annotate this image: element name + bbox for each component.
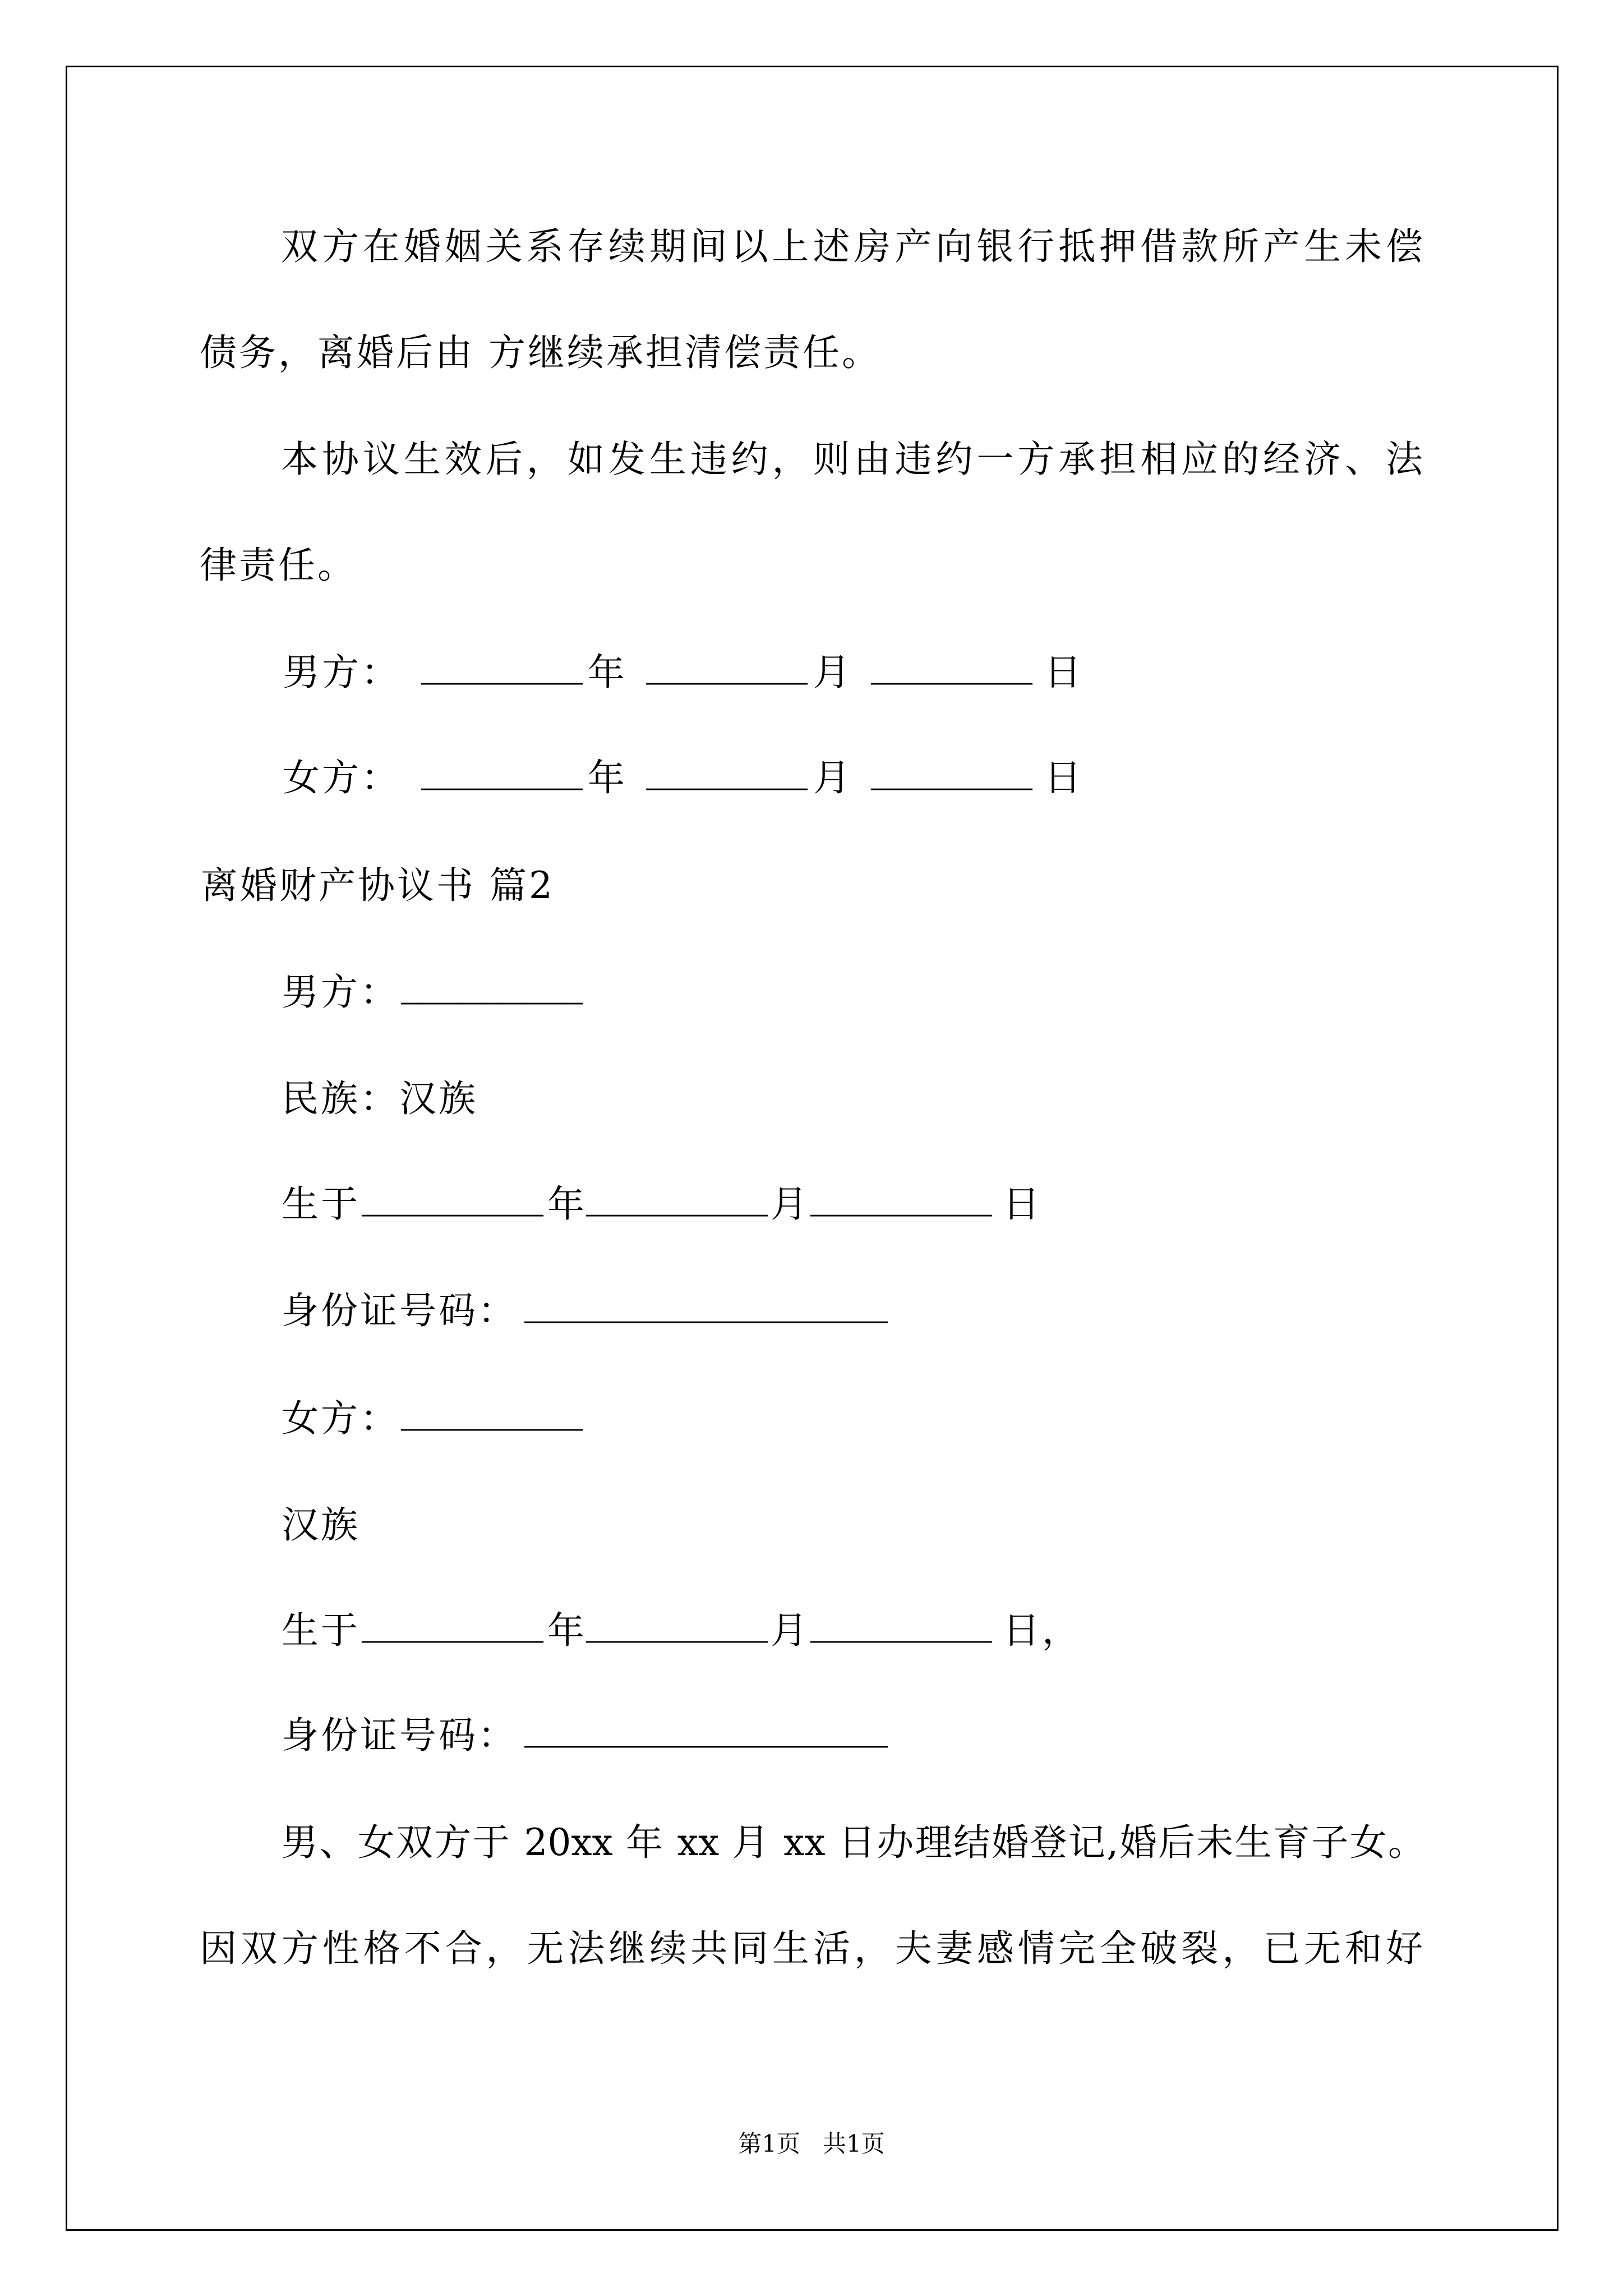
- signature-female-month-blank[interactable]: ________: [646, 759, 808, 797]
- signature-male-row: [0, 651, 1623, 694]
- female-party-ethnicity: 汉族: [282, 1503, 360, 1547]
- paragraph-breach-line-1: 本协议生效后，如发生违约，则由违约一方承担相应的经济、法: [281, 438, 1425, 481]
- paragraph-debt-line-2: 债务，离婚后由 方继续承担清偿责任。: [200, 331, 881, 374]
- female-party-month-label: 月: [771, 1609, 810, 1652]
- signature-male-day-label: 日: [1044, 651, 1083, 694]
- male-party-born-label: 生于: [282, 1182, 360, 1226]
- female-party-year-blank[interactable]: _________: [362, 1612, 544, 1650]
- signature-female-month-label: 月: [813, 756, 852, 799]
- female-party-id-row: [0, 1714, 1623, 1757]
- signature-female-day-label: 日: [1044, 756, 1083, 799]
- signature-male-month-blank[interactable]: ________: [646, 654, 808, 692]
- male-party-name-blank[interactable]: _________: [401, 973, 583, 1011]
- signature-female-row: [0, 757, 1623, 799]
- female-party-id-blank[interactable]: __________________: [524, 1717, 888, 1755]
- section-heading: 离婚财产协议书 篇2: [201, 864, 555, 907]
- signature-male-month-label: 月: [813, 651, 852, 694]
- female-party-born-label: 生于: [282, 1609, 360, 1652]
- signature-female-day-blank[interactable]: ________: [871, 759, 1033, 797]
- male-party-day-blank[interactable]: _________: [810, 1185, 993, 1223]
- female-party-year-label: 年: [547, 1609, 587, 1652]
- male-party-month-label: 月: [771, 1182, 810, 1226]
- male-party-month-blank[interactable]: _________: [586, 1185, 768, 1223]
- female-party-day-blank[interactable]: _________: [810, 1612, 993, 1650]
- signature-female-label: 女方：: [283, 756, 400, 799]
- signature-male-day-blank[interactable]: ________: [871, 654, 1033, 692]
- male-party-name-row: [0, 971, 1623, 1014]
- male-party-id-row: [0, 1290, 1623, 1332]
- page-footer: 第1页 共1页: [738, 2130, 885, 2157]
- female-party-name-row: [0, 1397, 1623, 1440]
- paragraph-marriage-line-2: 因双方性格不合，无法继续共同生活，夫妻感情完全破裂，已无和好: [200, 1927, 1425, 1970]
- female-party-month-blank[interactable]: _________: [586, 1612, 768, 1650]
- paragraph-debt-line-1: 双方在婚姻关系存续期间以上述房产向银行抵押借款所产生未偿: [281, 226, 1425, 268]
- female-party-day-label: 日，: [1003, 1609, 1081, 1652]
- female-party-name-blank[interactable]: _________: [401, 1400, 583, 1438]
- male-party-year-blank[interactable]: _________: [362, 1185, 544, 1223]
- signature-female-year-blank[interactable]: ________: [421, 759, 583, 797]
- paragraph-marriage-line-1: 男、女双方于 20xx 年 xx 月 xx 日办理结婚登记,婚后未生育子女。: [281, 1821, 1425, 1864]
- female-party-birth-row: [0, 1609, 1623, 1652]
- male-party-day-label: 日: [1003, 1182, 1042, 1226]
- signature-male-year-blank[interactable]: ________: [421, 654, 583, 692]
- signature-female-year-label: 年: [588, 756, 627, 799]
- male-party-id-blank[interactable]: __________________: [524, 1292, 888, 1330]
- male-party-label: 男方：: [282, 970, 399, 1014]
- male-party-year-label: 年: [547, 1182, 587, 1226]
- female-party-label: 女方：: [282, 1397, 399, 1440]
- page-border: [66, 66, 1559, 2231]
- signature-male-label: 男方：: [283, 651, 400, 694]
- male-party-birth-row: [0, 1183, 1623, 1226]
- paragraph-breach-line-2: 律责任。: [200, 544, 357, 587]
- female-party-id-label: 身份证号码：: [282, 1714, 517, 1757]
- signature-male-year-label: 年: [588, 651, 627, 694]
- male-party-ethnicity: 民族：汉族: [282, 1077, 478, 1120]
- male-party-id-label: 身份证号码：: [282, 1289, 517, 1332]
